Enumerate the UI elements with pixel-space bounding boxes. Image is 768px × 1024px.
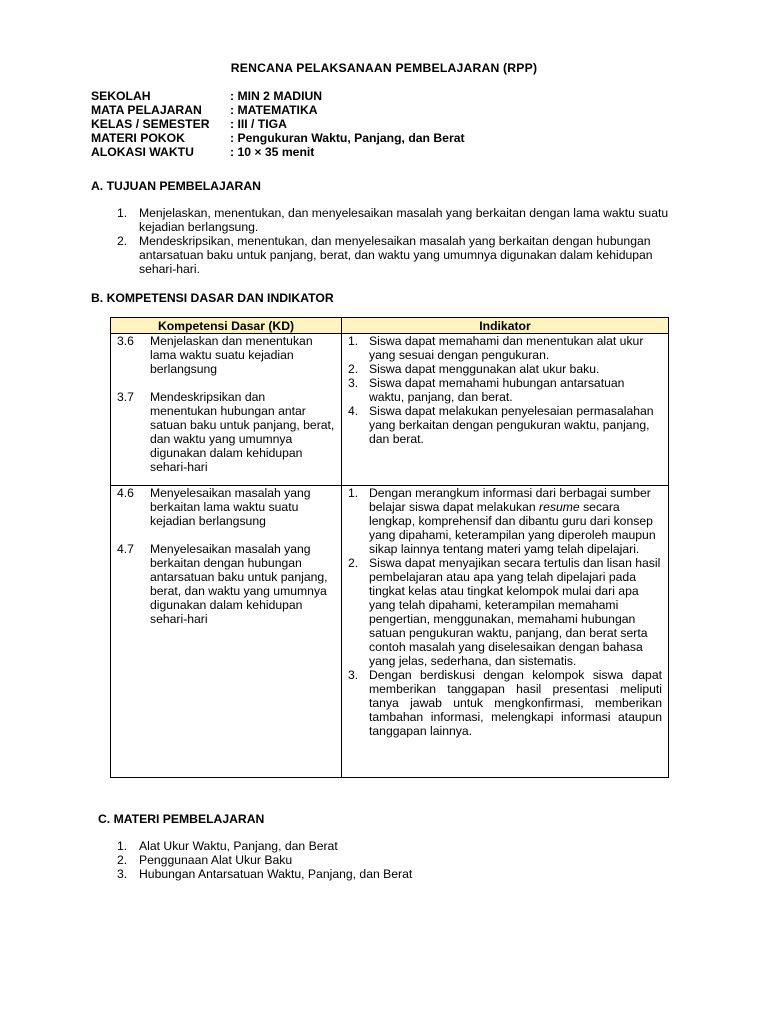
indikator-list <box>342 334 668 446</box>
list-item <box>348 486 662 556</box>
item-number: 2. <box>117 853 128 867</box>
identity-key: SEKOLAH <box>91 89 151 103</box>
kd-text: Menyelesaikan masalah yang berkaitan dengan hubungan antarsatuan baku untuk panjang, berat, dan waktu yang umumnya digunakan dalam kehidupan sehari-hari <box>150 542 328 626</box>
list-item <box>348 334 662 362</box>
item-number: 1. <box>348 334 359 348</box>
kd-cell <box>111 486 342 778</box>
kd-text: Menjelaskan dan menentukan lama waktu suatu kejadian berlangsung <box>150 334 313 376</box>
kd-item <box>117 334 341 376</box>
kd-indicator-table <box>110 317 669 778</box>
indikator-cell <box>342 486 669 778</box>
item-number: 2. <box>117 234 128 248</box>
section-b-heading: B. KOMPETENSI DASAR DAN INDIKATOR <box>91 291 334 305</box>
list-item <box>117 853 677 867</box>
table-row <box>111 486 669 778</box>
item-number: 3. <box>348 668 359 682</box>
item-number: 3. <box>348 376 359 390</box>
kd-number: 3.6 <box>117 334 134 348</box>
item-text: Alat Ukur Waktu, Panjang, dan Berat <box>139 839 338 853</box>
identity-row <box>91 89 465 103</box>
section-a-heading: A. TUJUAN PEMBELAJARAN <box>91 179 261 193</box>
list-item <box>348 668 662 738</box>
kd-number: 3.7 <box>117 390 134 404</box>
identity-row <box>91 145 465 159</box>
item-number: 1. <box>348 486 359 500</box>
header-indikator: Indikator <box>342 318 669 334</box>
table-row <box>111 334 669 486</box>
identity-key: ALOKASI WAKTU <box>91 145 194 159</box>
item-text: Siswa dapat menggunakan alat ukur baku. <box>369 362 600 376</box>
identity-value: : MIN 2 MADIUN <box>230 89 323 103</box>
indikator-cell <box>342 334 669 486</box>
item-text-part: secara lengkap, komprehensif dan dibantu guru dari konsep yang dipahami, keterampilan yang diperoleh maupun sikap lainnya tentang materi yamg telah dipelajari. <box>369 500 656 556</box>
item-text: Siswa dapat memahami hubungan antarsatuan waktu, panjang, dan berat. <box>369 376 625 404</box>
item-text-emphasis: resume <box>539 500 580 514</box>
list-item <box>117 234 673 276</box>
item-text: Siswa dapat melakukan penyelesaian permasalahan yang berkaitan dengan pengukuran waktu, panjang, dan berat. <box>369 404 654 446</box>
document-title: RENCANA PELAKSANAAN PEMBELAJARAN (RPP) <box>230 61 538 75</box>
item-number: 1. <box>117 206 128 220</box>
item-text <box>369 486 662 556</box>
item-text: Siswa dapat memahami dan menentukan alat ukur yang sesuai dengan pengukuran. <box>369 334 644 362</box>
kd-item <box>117 390 341 474</box>
kd-item <box>117 486 341 528</box>
identity-value: : III / TIGA <box>230 117 287 131</box>
list-item <box>348 404 662 446</box>
item-text: Hubungan Antarsatuan Waktu, Panjang, dan Berat <box>139 867 413 881</box>
kd-cell <box>111 334 342 486</box>
item-number: 4. <box>348 404 359 418</box>
item-text: Menjelaskan, menentukan, dan menyelesaikan masalah yang berkaitan dengan lama waktu suatu kejadian berlangsung. <box>139 206 669 234</box>
list-item <box>117 206 673 234</box>
identity-value: : MATEMATIKA <box>230 103 318 117</box>
section-c-heading: C. MATERI PEMBELAJARAN <box>98 812 265 826</box>
item-number: 2. <box>348 362 359 376</box>
identity-block <box>91 89 465 159</box>
item-number: 3. <box>117 867 128 881</box>
item-text: Penggunaan Alat Ukur Baku <box>139 853 293 867</box>
item-text: Siswa dapat menyajikan secara tertulis dan lisan hasil pembelajaran atau apa yang telah dipelajari pada tingkat kelas atau tingkat kelompok mulai dari apa yang telah dipahami, keterampilan memahami pengertian, menggunakan, memahami hubungan satuan pengukuran waktu, panjang, dan berat serta contoh masalah yang diselesaikan dengan bahasa yang jelas, sederhana, dan sistematis. <box>369 556 661 668</box>
list-item <box>117 867 677 881</box>
indikator-list <box>342 486 668 738</box>
item-number: 1. <box>117 839 128 853</box>
item-text: Dengan berdiskusi dengan kelompok siswa dapat memberikan tanggapan hasil presentasi meliputi tanya jawab untuk mengkonfirmasi, memberikan tambahan informasi, melengkapi informasi ataupun tanggapan lainnya. <box>369 668 662 738</box>
materials-list <box>117 839 677 881</box>
item-text-part: Dengan merangkum informasi dari berbagai sumber belajar siswa dapat melakukan <box>369 486 651 514</box>
list-item <box>117 839 677 853</box>
kd-item <box>117 542 341 626</box>
identity-value: : Pengukuran Waktu, Panjang, dan Berat <box>230 131 465 145</box>
header-kd: Kompetensi Dasar (KD) <box>111 318 342 334</box>
table-header-row <box>111 318 669 334</box>
kd-text: Menyelesaikan masalah yang berkaitan lama waktu suatu kejadian berlangsung <box>150 486 311 528</box>
identity-row <box>91 117 465 131</box>
identity-key: KELAS / SEMESTER <box>91 117 210 131</box>
identity-row <box>91 131 465 145</box>
identity-key: MATA PELAJARAN <box>91 103 202 117</box>
list-item <box>348 556 662 668</box>
list-item <box>348 362 662 376</box>
objectives-list <box>117 206 673 276</box>
identity-row <box>91 103 465 117</box>
item-text: Mendeskripsikan, menentukan, dan menyelesaikan masalah yang berkaitan dengan hubungan antarsatuan baku untuk panjang, berat, dan waktu yang umumnya digunakan dalam kehidupan sehari-hari. <box>139 234 653 276</box>
item-number: 2. <box>348 556 359 570</box>
kd-text: Mendeskripsikan dan menentukan hubungan antar satuan baku untuk panjang, berat, dan waktu yang umumnya digunakan dalam kehidupan sehari-hari <box>150 390 335 474</box>
list-item <box>348 376 662 404</box>
identity-value: : 10 × 35 menit <box>230 145 315 159</box>
kd-number: 4.6 <box>117 486 134 500</box>
kd-number: 4.7 <box>117 542 134 556</box>
identity-key: MATERI POKOK <box>91 131 185 145</box>
